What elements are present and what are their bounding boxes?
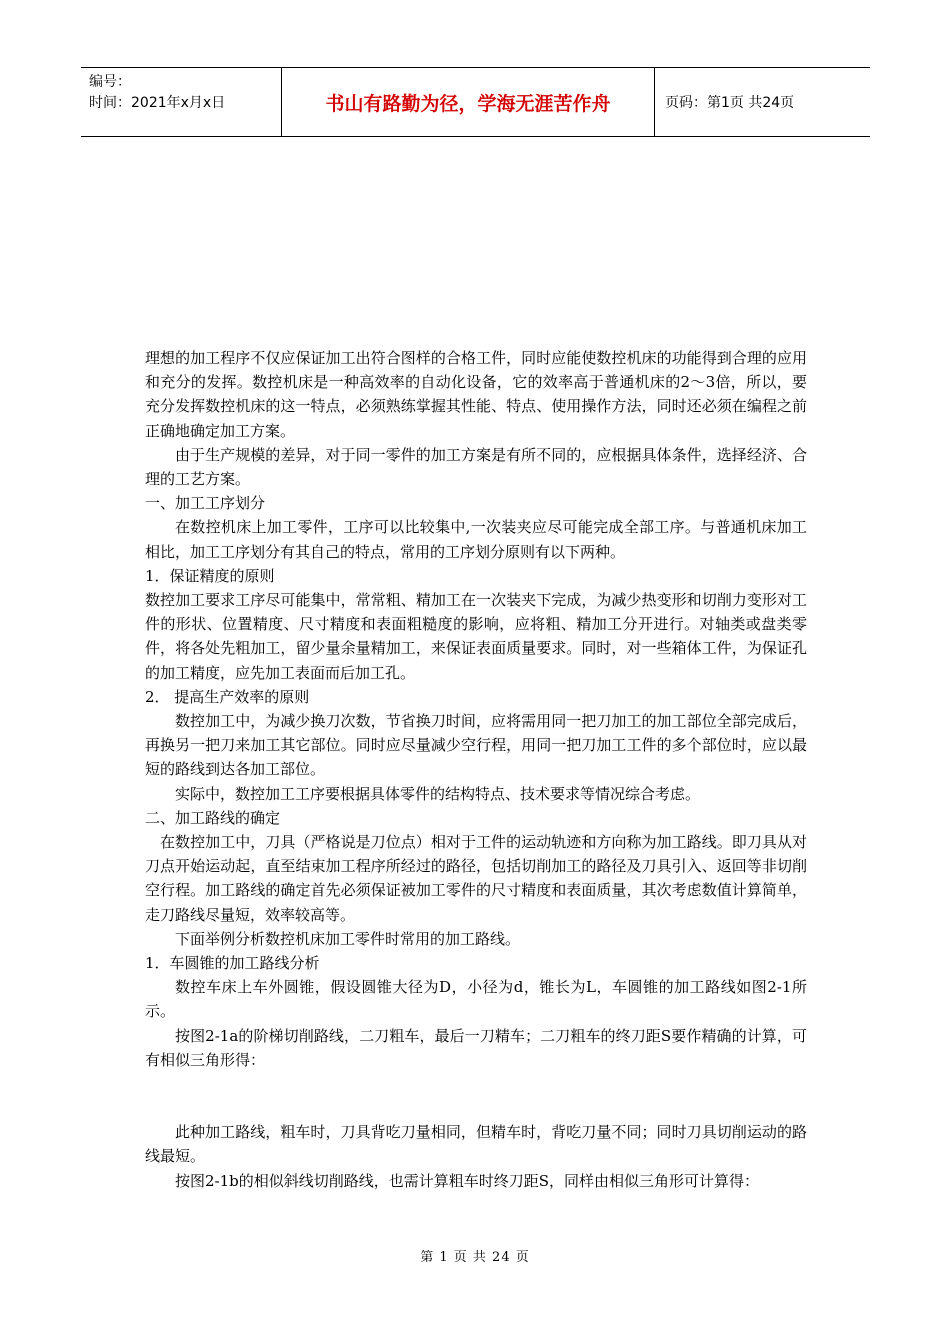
paragraph: 此种加工路线，粗车时，刀具背吃刀量相同，但精车时，背吃刀量不同；同时刀具切削运动的路线最短。 [145, 1123, 807, 1166]
paragraph: 由于生产规模的差异，对于同一零件的加工方案是有所不同的，应根据具体条件，选择经济、合理的工艺方案。 [145, 445, 807, 489]
paragraph: 在数控加工中，刀具（严格说是刀位点）相对于工件的运动轨迹和方向称为加工路线。即刀具从对刀点开始运动起，直至结束加工程序所经过的路径，包括切削加工的路径及刀具引入、返回等非切削空行程。加工路线的确定首先必须保证被加工零件的尺寸精度和表面质量，其次考虑数值计算简单，走刀路线尽量短，效率较高等。 [145, 833, 807, 924]
paragraph: 数控加工中，为减少换刀次数，节省换刀时间，应将需用同一把刀加工的加工部位全部完成后，再换另一把刀来加工其它部位。同时应尽量减少空行程，用同一把刀加工工件的多个部位时，应以最短的路线到达各加工部位。 [145, 712, 807, 779]
formula-gap [145, 1072, 807, 1120]
number-label: 编号： [89, 74, 131, 90]
date-line: 时间：2021年x月x日 [89, 95, 226, 111]
section-heading: 一、加工工序划分 [145, 494, 266, 513]
page-footer: 第 1 页 共 24 页 [420, 1250, 530, 1265]
header-meta [81, 68, 282, 136]
paragraph: 下面举例分析数控机床加工零件时常用的加工路线。 [175, 929, 521, 948]
header-motto: 书山有路勤为径，学海无涯苦作舟 [282, 68, 655, 136]
subsection-heading: 1．保证精度的原则 [145, 566, 275, 585]
paragraph: 数控车床上车外圆锥，假设圆锥大径为D，小径为d，锥长为L，车圆锥的加工路线如图2-1所示。 [145, 978, 807, 1021]
subsection-heading: 1．车圆锥的加工路线分析 [145, 954, 320, 973]
paragraph: 在数控机床上加工零件，工序可以比较集中,一次装夹应尽可能完成全部工序。与普通机床加工相比，加工工序划分有其自己的特点，常用的工序划分原则有以下两种。 [145, 518, 807, 561]
paragraph: 按图2-1b的相似斜线切削路线，也需计算粗车时终刀距S，同样由相似三角形可计算得： [175, 1171, 760, 1190]
section-heading: 二、加工路线的确定 [145, 808, 281, 827]
subsection-heading: 2． 提高生产效率的原则 [145, 687, 310, 706]
document-header [81, 67, 870, 137]
paragraph: 理想的加工程序不仅应保证加工出符合图样的合格工件，同时应能使数控机床的功能得到合理的应用和充分的发挥。数控机床是一种高效率的自动化设备，它的效率高于普通机床的2～3倍，所以，要充分发挥数控机床的这一特点，必须熟练掌握其性能、特点、使用操作方法，同时还必须在编程之前正确地确定加工方案。 [145, 349, 807, 440]
document-body [145, 346, 807, 1193]
paragraph: 数控加工要求工序尽可能集中，常常粗、精加工在一次装夹下完成，为减少热变形和切削力变形对工件的形状、位置精度、尺寸精度和表面粗糙度的影响，应将粗、精加工分开进行。对轴类或盘类零件，将各处先粗加工，留少量余量精加工，来保证表面质量要求。同时，对一些箱体工件，为保证孔的加工精度，应先加工表面而后加工孔。 [145, 591, 807, 682]
paragraph: 实际中，数控加工工序要根据具体零件的结构特点、技术要求等情况综合考虑。 [175, 784, 701, 803]
header-page-info: 页码：第1页 共24页 [665, 95, 795, 111]
paragraph: 按图2-1a的阶梯切削路线，二刀粗车，最后一刀精车；二刀粗车的终刀距S要作精确的计算，可有相似三角形得： [145, 1026, 807, 1069]
